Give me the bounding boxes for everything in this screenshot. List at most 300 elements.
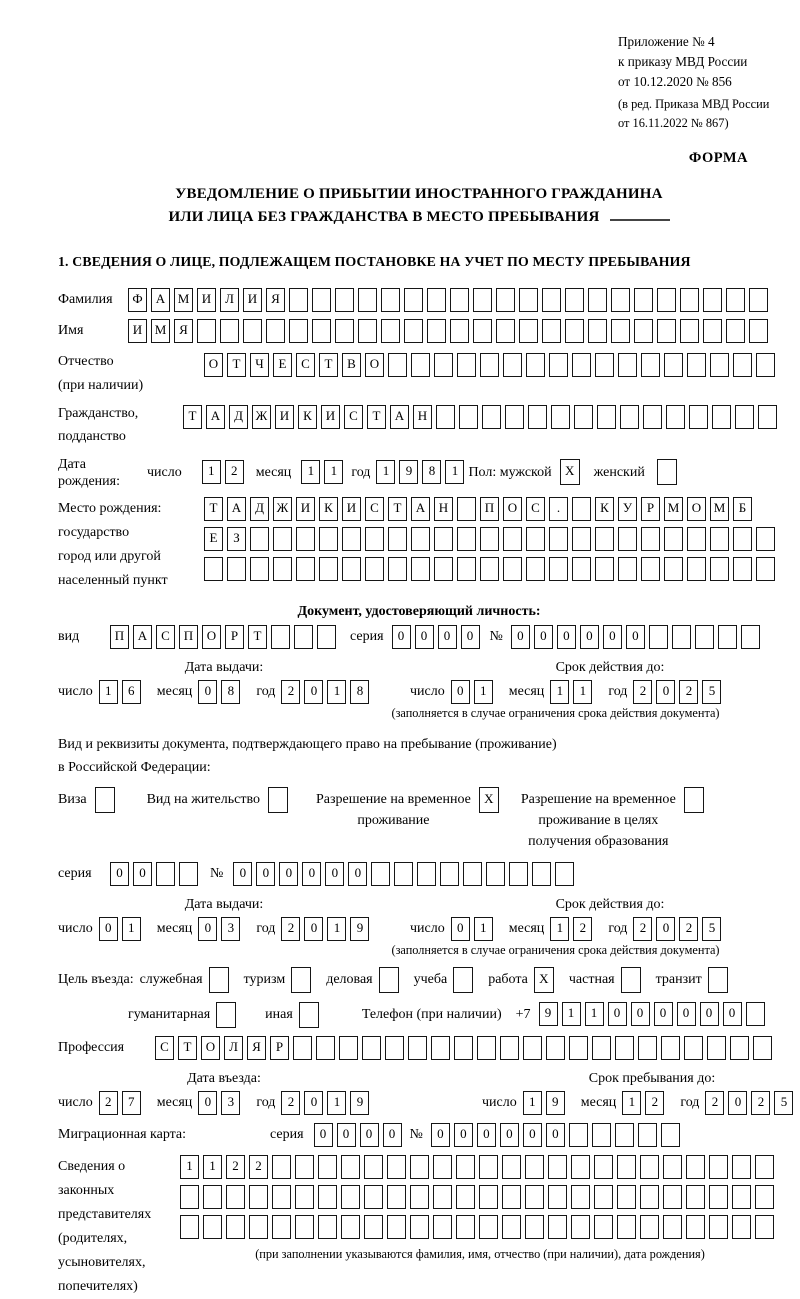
char-cell[interactable] [672,625,691,649]
char-cell[interactable] [473,288,492,312]
char-cell[interactable] [712,405,731,429]
char-cell[interactable]: М [664,497,683,521]
char-cell[interactable] [268,787,288,813]
char-cell[interactable] [453,967,473,993]
char-cell[interactable]: Т [319,353,338,377]
char-cell[interactable] [657,288,676,312]
char-cell[interactable]: И [296,497,315,521]
char-cell[interactable] [615,1036,634,1060]
char-cell[interactable] [388,527,407,551]
char-cell[interactable] [617,1185,636,1209]
char-cell[interactable] [486,862,505,886]
char-cell[interactable]: 9 [539,1002,558,1026]
char-cell[interactable]: 0 [438,625,457,649]
char-cell[interactable]: И [243,288,262,312]
char-cell[interactable] [440,862,459,886]
char-cell[interactable]: 0 [580,625,599,649]
char-cell[interactable] [434,557,453,581]
char-cell[interactable] [203,1215,222,1239]
char-cell[interactable]: 8 [221,680,240,704]
char-cell[interactable]: Р [225,625,244,649]
char-cell[interactable] [634,319,653,343]
char-cell[interactable] [574,405,593,429]
char-cell[interactable] [411,527,430,551]
char-cell[interactable] [358,319,377,343]
char-cell[interactable] [749,319,768,343]
char-cell[interactable] [381,319,400,343]
char-cell[interactable] [732,1215,751,1239]
char-cell[interactable] [216,1002,236,1028]
char-cell[interactable]: Т [204,497,223,521]
char-cell[interactable] [565,319,584,343]
char-cell[interactable] [703,319,722,343]
char-cell[interactable]: 9 [399,460,418,484]
char-cell[interactable]: 1 [445,460,464,484]
char-cell[interactable]: 2 [679,680,698,704]
char-cell[interactable] [649,625,668,649]
char-cell[interactable] [434,353,453,377]
char-cell[interactable] [273,557,292,581]
char-cell[interactable] [664,353,683,377]
char-cell[interactable]: 9 [350,917,369,941]
char-cell[interactable] [565,288,584,312]
char-cell[interactable] [293,1036,312,1060]
char-cell[interactable] [709,1185,728,1209]
char-cell[interactable] [618,527,637,551]
char-cell[interactable] [571,1155,590,1179]
char-cell[interactable]: Я [266,288,285,312]
char-cell[interactable]: 0 [654,1002,673,1026]
char-cell[interactable]: 2 [633,680,652,704]
char-cell[interactable]: 2 [99,1091,118,1115]
char-cell[interactable] [621,967,641,993]
char-cell[interactable] [479,1185,498,1209]
char-cell[interactable]: 1 [203,1155,222,1179]
char-cell[interactable]: О [687,497,706,521]
char-cell[interactable]: 5 [702,680,721,704]
char-cell[interactable] [542,288,561,312]
char-cell[interactable] [595,353,614,377]
char-cell[interactable]: 1 [180,1155,199,1179]
char-cell[interactable] [664,557,683,581]
char-cell[interactable]: Н [413,405,432,429]
char-cell[interactable] [749,288,768,312]
char-cell[interactable] [572,527,591,551]
char-cell[interactable]: 2 [281,1091,300,1115]
char-cell[interactable] [317,625,336,649]
char-cell[interactable]: 1 [99,680,118,704]
char-cell[interactable]: 8 [350,680,369,704]
char-cell[interactable]: 0 [110,862,129,886]
char-cell[interactable] [641,527,660,551]
char-cell[interactable] [569,1036,588,1060]
char-cell[interactable] [664,527,683,551]
char-cell[interactable] [502,1215,521,1239]
char-cell[interactable]: Ж [273,497,292,521]
char-cell[interactable] [657,319,676,343]
char-cell[interactable] [611,288,630,312]
char-cell[interactable] [459,405,478,429]
char-cell[interactable]: И [321,405,340,429]
char-cell[interactable] [243,319,262,343]
char-cell[interactable] [528,405,547,429]
char-cell[interactable] [551,405,570,429]
char-cell[interactable] [663,1185,682,1209]
char-cell[interactable] [379,967,399,993]
char-cell[interactable] [394,862,413,886]
char-cell[interactable] [289,319,308,343]
char-cell[interactable] [433,1215,452,1239]
char-cell[interactable]: 2 [225,460,244,484]
char-cell[interactable] [296,557,315,581]
char-cell[interactable] [209,967,229,993]
char-cell[interactable]: 2 [633,917,652,941]
char-cell[interactable] [615,1123,634,1147]
char-cell[interactable]: 0 [511,625,530,649]
char-cell[interactable] [365,527,384,551]
char-cell[interactable] [295,1215,314,1239]
char-cell[interactable] [756,527,775,551]
char-cell[interactable] [431,1036,450,1060]
char-cell[interactable] [703,288,722,312]
char-cell[interactable] [526,557,545,581]
char-cell[interactable] [595,527,614,551]
char-cell[interactable] [433,1155,452,1179]
char-cell[interactable]: 0 [99,917,118,941]
char-cell[interactable] [454,1036,473,1060]
char-cell[interactable] [519,319,538,343]
char-cell[interactable] [457,497,476,521]
char-cell[interactable]: М [710,497,729,521]
char-cell[interactable] [203,1185,222,1209]
char-cell[interactable]: 0 [415,625,434,649]
char-cell[interactable] [272,1215,291,1239]
char-cell[interactable] [709,1215,728,1239]
char-cell[interactable] [686,1185,705,1209]
char-cell[interactable] [500,1036,519,1060]
char-cell[interactable] [250,527,269,551]
char-cell[interactable] [666,405,685,429]
char-cell[interactable] [358,288,377,312]
char-cell[interactable] [680,288,699,312]
char-cell[interactable] [318,1185,337,1209]
char-cell[interactable] [756,353,775,377]
char-cell[interactable] [525,1155,544,1179]
char-cell[interactable] [505,405,524,429]
char-cell[interactable] [597,405,616,429]
char-cell[interactable]: 2 [226,1155,245,1179]
char-cell[interactable] [708,967,728,993]
char-cell[interactable] [95,787,115,813]
char-cell[interactable]: 0 [603,625,622,649]
char-cell[interactable] [758,405,777,429]
char-cell[interactable] [272,1185,291,1209]
char-cell[interactable] [450,319,469,343]
char-cell[interactable]: 0 [608,1002,627,1026]
char-cell[interactable]: 0 [302,862,321,886]
char-cell[interactable] [755,1215,774,1239]
char-cell[interactable] [456,1185,475,1209]
char-cell[interactable] [371,862,390,886]
char-cell[interactable] [266,319,285,343]
char-cell[interactable]: 0 [325,862,344,886]
char-cell[interactable] [549,353,568,377]
char-cell[interactable]: 0 [656,680,675,704]
char-cell[interactable] [687,527,706,551]
char-cell[interactable]: Т [248,625,267,649]
char-cell[interactable] [388,557,407,581]
char-cell[interactable]: 0 [723,1002,742,1026]
char-cell[interactable]: 0 [461,625,480,649]
char-cell[interactable] [733,557,752,581]
char-cell[interactable] [226,1185,245,1209]
char-cell[interactable]: 1 [523,1091,542,1115]
char-cell[interactable] [726,319,745,343]
char-cell[interactable] [503,557,522,581]
char-cell[interactable] [385,1036,404,1060]
char-cell[interactable] [316,1036,335,1060]
char-cell[interactable] [220,319,239,343]
char-cell[interactable]: С [526,497,545,521]
char-cell[interactable]: О [201,1036,220,1060]
char-cell[interactable]: 0 [431,1123,450,1147]
char-cell[interactable] [457,557,476,581]
char-cell[interactable] [709,1155,728,1179]
char-cell[interactable] [272,1155,291,1179]
char-cell[interactable]: Ф [128,288,147,312]
char-cell[interactable] [381,288,400,312]
char-cell[interactable]: 0 [626,625,645,649]
char-cell[interactable]: 0 [314,1123,333,1147]
char-cell[interactable] [427,288,446,312]
char-cell[interactable]: 2 [645,1091,664,1115]
char-cell[interactable]: К [319,497,338,521]
char-cell[interactable]: 2 [249,1155,268,1179]
char-cell[interactable]: 0 [279,862,298,886]
char-cell[interactable] [477,1036,496,1060]
char-cell[interactable]: 0 [557,625,576,649]
char-cell[interactable]: 1 [474,680,493,704]
char-cell[interactable]: X [560,459,580,485]
char-cell[interactable] [687,557,706,581]
char-cell[interactable] [295,1185,314,1209]
char-cell[interactable]: 1 [327,680,346,704]
char-cell[interactable] [746,1002,765,1026]
char-cell[interactable]: 9 [546,1091,565,1115]
char-cell[interactable]: И [275,405,294,429]
char-cell[interactable]: И [342,497,361,521]
char-cell[interactable] [525,1215,544,1239]
char-cell[interactable] [480,527,499,551]
char-cell[interactable] [641,353,660,377]
char-cell[interactable]: 0 [451,917,470,941]
char-cell[interactable] [479,1215,498,1239]
char-cell[interactable] [572,557,591,581]
char-cell[interactable]: 5 [774,1091,793,1115]
char-cell[interactable] [733,353,752,377]
char-cell[interactable] [180,1215,199,1239]
char-cell[interactable]: О [202,625,221,649]
char-cell[interactable] [588,288,607,312]
char-cell[interactable] [457,353,476,377]
char-cell[interactable] [735,405,754,429]
char-cell[interactable]: . [549,497,568,521]
char-cell[interactable] [335,288,354,312]
char-cell[interactable]: 3 [221,1091,240,1115]
char-cell[interactable]: 1 [327,917,346,941]
char-cell[interactable] [640,1155,659,1179]
char-cell[interactable] [509,862,528,886]
char-cell[interactable] [532,862,551,886]
char-cell[interactable] [479,1155,498,1179]
char-cell[interactable] [180,1185,199,1209]
char-cell[interactable]: 8 [422,460,441,484]
char-cell[interactable]: А [227,497,246,521]
char-cell[interactable]: 0 [348,862,367,886]
char-cell[interactable]: С [344,405,363,429]
char-cell[interactable] [572,497,591,521]
char-cell[interactable] [620,405,639,429]
char-cell[interactable] [753,1036,772,1060]
char-cell[interactable]: 1 [301,460,320,484]
char-cell[interactable]: М [151,319,170,343]
char-cell[interactable] [362,1036,381,1060]
char-cell[interactable] [756,557,775,581]
char-cell[interactable]: А [411,497,430,521]
char-cell[interactable] [496,288,515,312]
char-cell[interactable]: 1 [550,917,569,941]
char-cell[interactable]: 5 [702,917,721,941]
char-cell[interactable] [525,1185,544,1209]
char-cell[interactable] [663,1215,682,1239]
char-cell[interactable] [549,527,568,551]
char-cell[interactable]: 0 [677,1002,696,1026]
char-cell[interactable] [588,319,607,343]
char-cell[interactable]: X [479,787,499,813]
char-cell[interactable] [617,1215,636,1239]
char-cell[interactable] [408,1036,427,1060]
char-cell[interactable] [434,527,453,551]
char-cell[interactable]: 0 [728,1091,747,1115]
char-cell[interactable]: 1 [585,1002,604,1026]
char-cell[interactable]: И [128,319,147,343]
char-cell[interactable]: 2 [573,917,592,941]
char-cell[interactable]: 0 [631,1002,650,1026]
char-cell[interactable] [480,353,499,377]
char-cell[interactable] [342,557,361,581]
char-cell[interactable]: О [503,497,522,521]
char-cell[interactable] [638,1036,657,1060]
char-cell[interactable] [732,1185,751,1209]
char-cell[interactable] [365,557,384,581]
char-cell[interactable]: 7 [122,1091,141,1115]
char-cell[interactable]: З [227,527,246,551]
char-cell[interactable] [204,557,223,581]
char-cell[interactable] [611,319,630,343]
char-cell[interactable]: П [179,625,198,649]
char-cell[interactable] [226,1215,245,1239]
char-cell[interactable] [456,1155,475,1179]
char-cell[interactable] [427,319,446,343]
char-cell[interactable] [502,1155,521,1179]
char-cell[interactable] [463,862,482,886]
char-cell[interactable]: П [110,625,129,649]
char-cell[interactable] [364,1215,383,1239]
char-cell[interactable]: Е [273,353,292,377]
char-cell[interactable]: 1 [122,917,141,941]
char-cell[interactable] [684,787,704,813]
char-cell[interactable]: Я [174,319,193,343]
char-cell[interactable] [341,1155,360,1179]
char-cell[interactable] [249,1215,268,1239]
char-cell[interactable] [710,557,729,581]
char-cell[interactable] [718,625,737,649]
char-cell[interactable]: С [365,497,384,521]
char-cell[interactable]: 0 [360,1123,379,1147]
char-cell[interactable]: С [155,1036,174,1060]
char-cell[interactable]: А [133,625,152,649]
char-cell[interactable] [387,1215,406,1239]
char-cell[interactable] [548,1215,567,1239]
char-cell[interactable]: 1 [324,460,343,484]
char-cell[interactable]: Т [388,497,407,521]
char-cell[interactable]: Т [178,1036,197,1060]
char-cell[interactable]: Л [224,1036,243,1060]
char-cell[interactable] [707,1036,726,1060]
char-cell[interactable]: 0 [392,625,411,649]
char-cell[interactable] [640,1215,659,1239]
char-cell[interactable] [387,1185,406,1209]
char-cell[interactable]: А [206,405,225,429]
char-cell[interactable]: 0 [198,1091,217,1115]
char-cell[interactable] [548,1185,567,1209]
char-cell[interactable]: 9 [350,1091,369,1115]
char-cell[interactable]: 0 [256,862,275,886]
char-cell[interactable] [342,527,361,551]
char-cell[interactable]: Д [250,497,269,521]
char-cell[interactable] [555,862,574,886]
char-cell[interactable] [417,862,436,886]
char-cell[interactable] [197,319,216,343]
char-cell[interactable]: Т [183,405,202,429]
char-cell[interactable] [473,319,492,343]
char-cell[interactable] [523,1036,542,1060]
char-cell[interactable]: 0 [700,1002,719,1026]
char-cell[interactable] [410,1215,429,1239]
char-cell[interactable] [179,862,198,886]
char-cell[interactable]: 0 [198,917,217,941]
char-cell[interactable]: В [342,353,361,377]
char-cell[interactable]: 0 [304,917,323,941]
char-cell[interactable] [364,1185,383,1209]
char-cell[interactable]: 1 [474,917,493,941]
char-cell[interactable] [634,288,653,312]
char-cell[interactable] [410,1185,429,1209]
char-cell[interactable] [341,1215,360,1239]
char-cell[interactable] [755,1185,774,1209]
char-cell[interactable]: 2 [679,917,698,941]
char-cell[interactable]: 0 [304,680,323,704]
char-cell[interactable] [312,288,331,312]
char-cell[interactable]: 2 [281,680,300,704]
char-cell[interactable]: X [534,967,554,993]
char-cell[interactable] [695,625,714,649]
char-cell[interactable]: Е [204,527,223,551]
char-cell[interactable] [503,527,522,551]
char-cell[interactable] [710,353,729,377]
char-cell[interactable] [318,1155,337,1179]
char-cell[interactable] [592,1123,611,1147]
